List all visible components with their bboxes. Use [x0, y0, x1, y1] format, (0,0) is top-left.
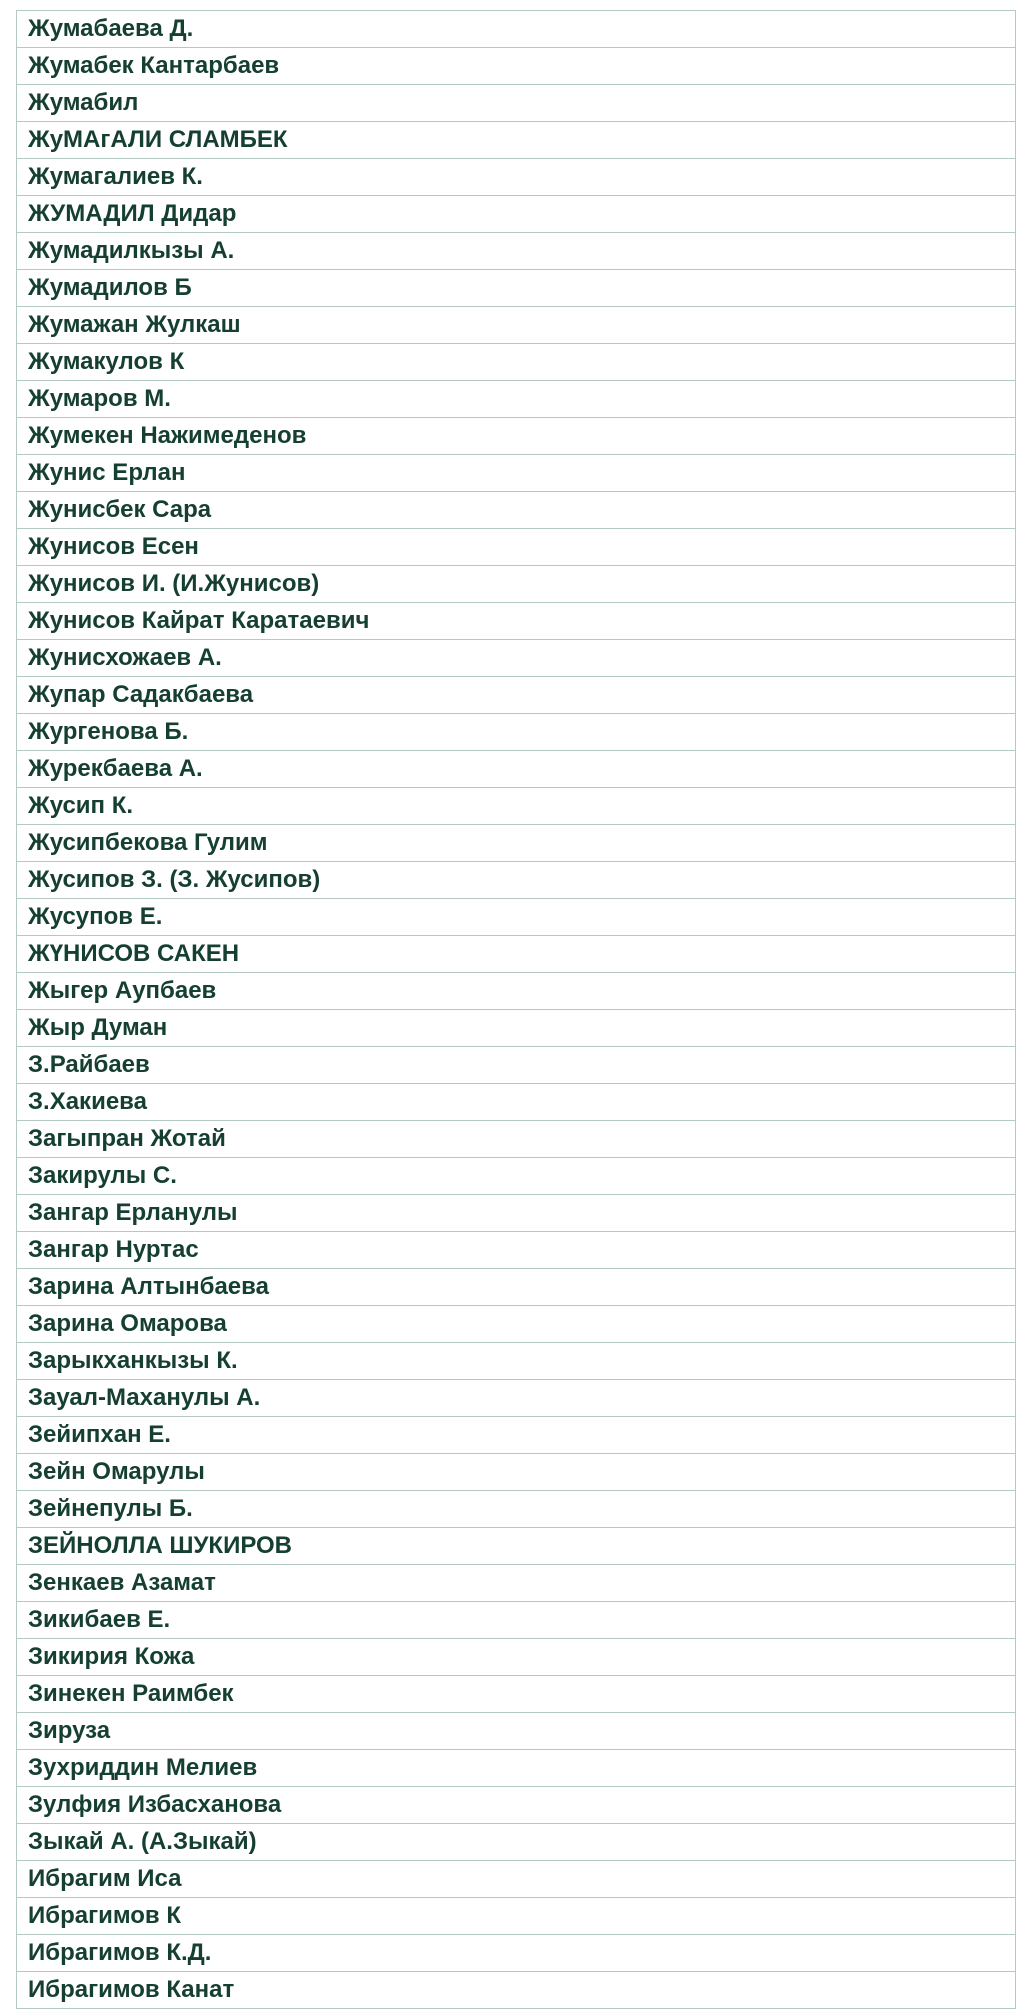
table-row — [17, 1528, 1016, 1565]
table-row — [17, 1158, 1016, 1195]
name-cell: Зикирия Кожа — [17, 1639, 1016, 1676]
name-cell: Жумагалиев К. — [17, 159, 1016, 196]
table-row — [17, 973, 1016, 1010]
table-row — [17, 418, 1016, 455]
name-cell: Жумабек Кантарбаев — [17, 48, 1016, 85]
name-cell: Журекбаева А. — [17, 751, 1016, 788]
name-cell: Жусупов Е. — [17, 899, 1016, 936]
name-cell: Жумабаева Д. — [17, 11, 1016, 48]
table-row — [17, 1380, 1016, 1417]
name-cell: Зенкаев Азамат — [17, 1565, 1016, 1602]
name-cell: Зейн Омарулы — [17, 1454, 1016, 1491]
table-row — [17, 159, 1016, 196]
name-cell: Жумадилов Б — [17, 270, 1016, 307]
table-row — [17, 1232, 1016, 1269]
table-row — [17, 1676, 1016, 1713]
table-row — [17, 1343, 1016, 1380]
table-row — [17, 1269, 1016, 1306]
name-cell: З.Райбаев — [17, 1047, 1016, 1084]
table-row — [17, 1010, 1016, 1047]
table-row — [17, 1713, 1016, 1750]
name-cell: ЖуМАгАЛИ СЛАМБЕК — [17, 122, 1016, 159]
table-row — [17, 48, 1016, 85]
name-cell: Зангар Нуртас — [17, 1232, 1016, 1269]
table-row — [17, 1972, 1016, 2009]
table-row — [17, 1306, 1016, 1343]
table-row — [17, 1861, 1016, 1898]
name-cell: Ибрагимов Канат — [17, 1972, 1016, 2009]
table-row — [17, 640, 1016, 677]
name-cell: ЖҮНИСОВ САКЕН — [17, 936, 1016, 973]
name-cell: Зангар Ерланулы — [17, 1195, 1016, 1232]
table-row — [17, 1417, 1016, 1454]
name-cell: Жупар Садакбаева — [17, 677, 1016, 714]
table-row — [17, 751, 1016, 788]
name-cell: Ибрагимов К — [17, 1898, 1016, 1935]
name-cell: Зыкай А. (А.Зыкай) — [17, 1824, 1016, 1861]
name-cell: Зухриддин Мелиев — [17, 1750, 1016, 1787]
table-row — [17, 603, 1016, 640]
name-cell: Жыр Думан — [17, 1010, 1016, 1047]
name-cell: Жусипов З. (З. Жусипов) — [17, 862, 1016, 899]
name-cell: Жунисбек Сара — [17, 492, 1016, 529]
table-row — [17, 677, 1016, 714]
name-cell: Ибрагим Иса — [17, 1861, 1016, 1898]
table-row — [17, 825, 1016, 862]
name-cell: Зинекен Раимбек — [17, 1676, 1016, 1713]
name-cell: Жумекен Нажимеденов — [17, 418, 1016, 455]
name-cell: Жунисов Кайрат Каратаевич — [17, 603, 1016, 640]
table-row — [17, 936, 1016, 973]
name-cell: ЗЕЙНОЛЛА ШУКИРОВ — [17, 1528, 1016, 1565]
table-row — [17, 381, 1016, 418]
table-row — [17, 1602, 1016, 1639]
name-cell: Зарыкханкызы К. — [17, 1343, 1016, 1380]
name-cell: Жумабил — [17, 85, 1016, 122]
name-cell: Зейипхан Е. — [17, 1417, 1016, 1454]
name-cell: Жумажан Жулкаш — [17, 307, 1016, 344]
name-cell: ЖУМАДИЛ Дидар — [17, 196, 1016, 233]
table-row — [17, 714, 1016, 751]
table-row — [17, 1935, 1016, 1972]
table-row — [17, 1898, 1016, 1935]
table-row — [17, 455, 1016, 492]
name-cell: Закирулы С. — [17, 1158, 1016, 1195]
name-cell: Зейнепулы Б. — [17, 1491, 1016, 1528]
table-row — [17, 122, 1016, 159]
table-row — [17, 1750, 1016, 1787]
name-cell: Зауал-Маханулы А. — [17, 1380, 1016, 1417]
name-cell: З.Хакиева — [17, 1084, 1016, 1121]
name-cell: Жунисхожаев А. — [17, 640, 1016, 677]
table-row — [17, 85, 1016, 122]
name-cell: Жыгер Аупбаев — [17, 973, 1016, 1010]
table-row — [17, 566, 1016, 603]
table-row — [17, 1454, 1016, 1491]
name-cell: Ибрагимов К.Д. — [17, 1935, 1016, 1972]
name-cell: Жургенова Б. — [17, 714, 1016, 751]
table-row — [17, 307, 1016, 344]
table-row — [17, 492, 1016, 529]
name-cell: Жусипбекова Гулим — [17, 825, 1016, 862]
name-cell: Жумаров М. — [17, 381, 1016, 418]
name-cell: Зулфия Избасханова — [17, 1787, 1016, 1824]
table-row — [17, 196, 1016, 233]
table-row — [17, 862, 1016, 899]
name-cell: Зарина Омарова — [17, 1306, 1016, 1343]
name-cell: Зарина Алтынбаева — [17, 1269, 1016, 1306]
names-table-body — [17, 11, 1016, 2009]
table-row — [17, 344, 1016, 381]
table-row — [17, 1639, 1016, 1676]
table-row — [17, 1121, 1016, 1158]
table-row — [17, 1084, 1016, 1121]
name-cell: Зикибаев Е. — [17, 1602, 1016, 1639]
table-row — [17, 270, 1016, 307]
table-row — [17, 1491, 1016, 1528]
table-row — [17, 11, 1016, 48]
name-cell: Жунисов Есен — [17, 529, 1016, 566]
name-cell: Зируза — [17, 1713, 1016, 1750]
name-cell: Жунисов И. (И.Жунисов) — [17, 566, 1016, 603]
name-cell: Жумакулов К — [17, 344, 1016, 381]
name-cell: Загыпран Жотай — [17, 1121, 1016, 1158]
table-row — [17, 529, 1016, 566]
table-row — [17, 1824, 1016, 1861]
table-row — [17, 233, 1016, 270]
name-cell: Жумадилкызы А. — [17, 233, 1016, 270]
names-table — [16, 10, 1016, 2009]
table-row — [17, 1565, 1016, 1602]
table-row — [17, 1047, 1016, 1084]
name-cell: Жусип К. — [17, 788, 1016, 825]
table-row — [17, 788, 1016, 825]
table-row — [17, 899, 1016, 936]
table-row — [17, 1195, 1016, 1232]
table-row — [17, 1787, 1016, 1824]
name-cell: Жунис Ерлан — [17, 455, 1016, 492]
